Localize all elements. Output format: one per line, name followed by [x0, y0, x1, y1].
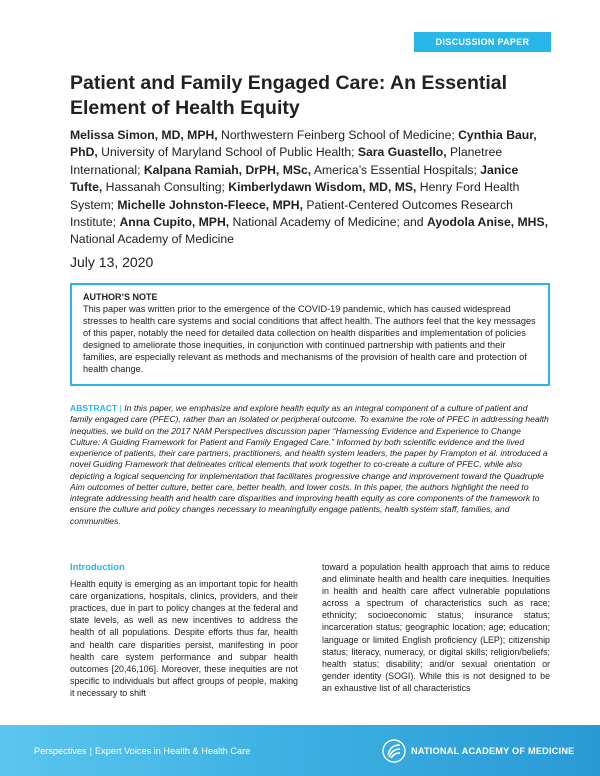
body-column-right [322, 561, 550, 694]
author-affiliation: Patient-Centered Outcomes Research Institute; [70, 197, 513, 230]
author-affiliation: National Academy of Medicine; [229, 215, 404, 230]
nam-logo-text: NATIONAL ACADEMY OF MEDICINE [411, 746, 575, 756]
author-name: Janice Tufte, [70, 162, 519, 195]
author-affiliation: Henry Ford Health System; [70, 180, 520, 212]
discussion-paper-badge: DISCUSSION PAPER [414, 32, 551, 52]
author-affiliation: National Academy of Medicine [70, 232, 234, 247]
paper-title: Patient and Family Engaged Care: An Essential Element of Health Equity [70, 72, 508, 119]
abstract-text: In this paper, we emphasize and explore health equity as an integral component of a culture of patient and family engaged care (PFEC), rather than an isolated or peripheral outcome. To examine the role of PFEC in addressing health inequities, we build on the 2017 NAM Perspectives discussion paper “Harnessing Evidence and Experience to Change Culture: A Guiding Framework for Patient and Family Engaged Care.” Informed by both scientific evidence and the lived experience of patients, their care partners, practitioners, and health system leaders, the paper by Frampton et al. introduced a novel Guiding Framework that delineates critical elements that work together to co-create a culture of PFEC, while also depicting a logical sequencing for implementation that facilitates progressive change and improvement toward the Quadruple Aim outcomes of better culture, better care, better health, and lower costs. In this paper, the authors highlight the need to integrate addressing health and health care disparities and improving health equity as core components of the framework to ensure the culture and policy changes necessary to meaningfully engage patients, health system staff, families, and communities. [70, 403, 549, 526]
abstract [70, 403, 550, 527]
author-name: Ayodola Anise, MHS, [426, 215, 548, 230]
author-name: Kalpana Ramiah, DrPH, MSc, [143, 162, 312, 177]
author-name: Melissa Simon, MD, MPH, [70, 128, 218, 142]
authors-conjunction: and [403, 215, 427, 230]
abstract-label: ABSTRACT [70, 403, 118, 413]
footer-series [34, 746, 250, 756]
abstract-separator: | [117, 403, 125, 413]
authors-note-box [70, 283, 550, 386]
page-footer [0, 725, 600, 776]
author-affiliation: Hassanah Consulting; [102, 180, 229, 195]
author-affiliation: America’s Essential Hospitals; [311, 162, 481, 177]
footer-series-name: Perspectives [34, 746, 87, 756]
author-name: Sara Guastello, [357, 145, 447, 160]
author-affiliation: Planetree International; [70, 145, 503, 177]
footer-separator: | [89, 746, 92, 756]
body-column-left [70, 561, 298, 699]
authors-note-heading: AUTHOR’S NOTE [83, 292, 158, 302]
introduction-paragraph: Health equity is emerging as an important topic for health care organizations, hospitals, clinics, providers, and their practices, due in part to policy changes at the federal and state levels, as well as new incentives to address the health of all populations. Despite efforts thus far, health and health care disparities persist, manifesting in poor health care system performance and subpar health outcomes [20,46,106]. Moreover, these inequities are not specific to individuals but affect groups of people, making it necessary to shift [70, 579, 298, 698]
footer-tagline: Expert Voices in Health & Health Care [95, 746, 251, 756]
introduction-heading: Introduction [70, 561, 125, 572]
introduction-paragraph-continued: toward a population health approach that aims to reduce and eliminate health and health care inequities. Inequities in health and health care affect vulnerable populations across a spectrum of characteristics such as race; ethnicity; socioeconomic status; insurance status; incarceration status; geographic location; age; education; language or limited English proficiency (LEP); citizenship status; literacy, numeracy, or digital skills; religion/beliefs; health status; disability; and/or sexual orientation or gender identity (SOGI). While this is not designed to be an exhaustive list of all characteristics [322, 562, 550, 693]
author-affiliation: University of Maryland School of Public Health; [97, 145, 358, 160]
authors-note-body: This paper was written prior to the emergence of the COVID-19 pandemic, which has caused widespread stresses to health care systems and social conditions that affect health. The authors feel that the key messages of this paper, notably the need for detailed data collection on health disparities and implementation of policies designed to ameliorate those inequities, in conjunction with continued partnership with patients and their families, are especially relevant as methods and mechanisms of the provision of health care and protection of health change. [83, 304, 536, 375]
author-name: Kimberlydawn Wisdom, MD, MS, [228, 180, 417, 195]
nam-logo[interactable] [382, 739, 575, 763]
nam-logo-icon [382, 739, 406, 763]
author-list [70, 127, 550, 249]
author-affiliation: Northwestern Feinberg School of Medicine; [217, 128, 459, 142]
author-name: Cynthia Baur, PhD, [70, 128, 537, 160]
author-name: Anna Cupito, MPH, [119, 215, 230, 230]
publication-date: July 13, 2020 [70, 254, 154, 270]
author-name: Michelle Johnston-Fleece, MPH, [117, 197, 303, 212]
